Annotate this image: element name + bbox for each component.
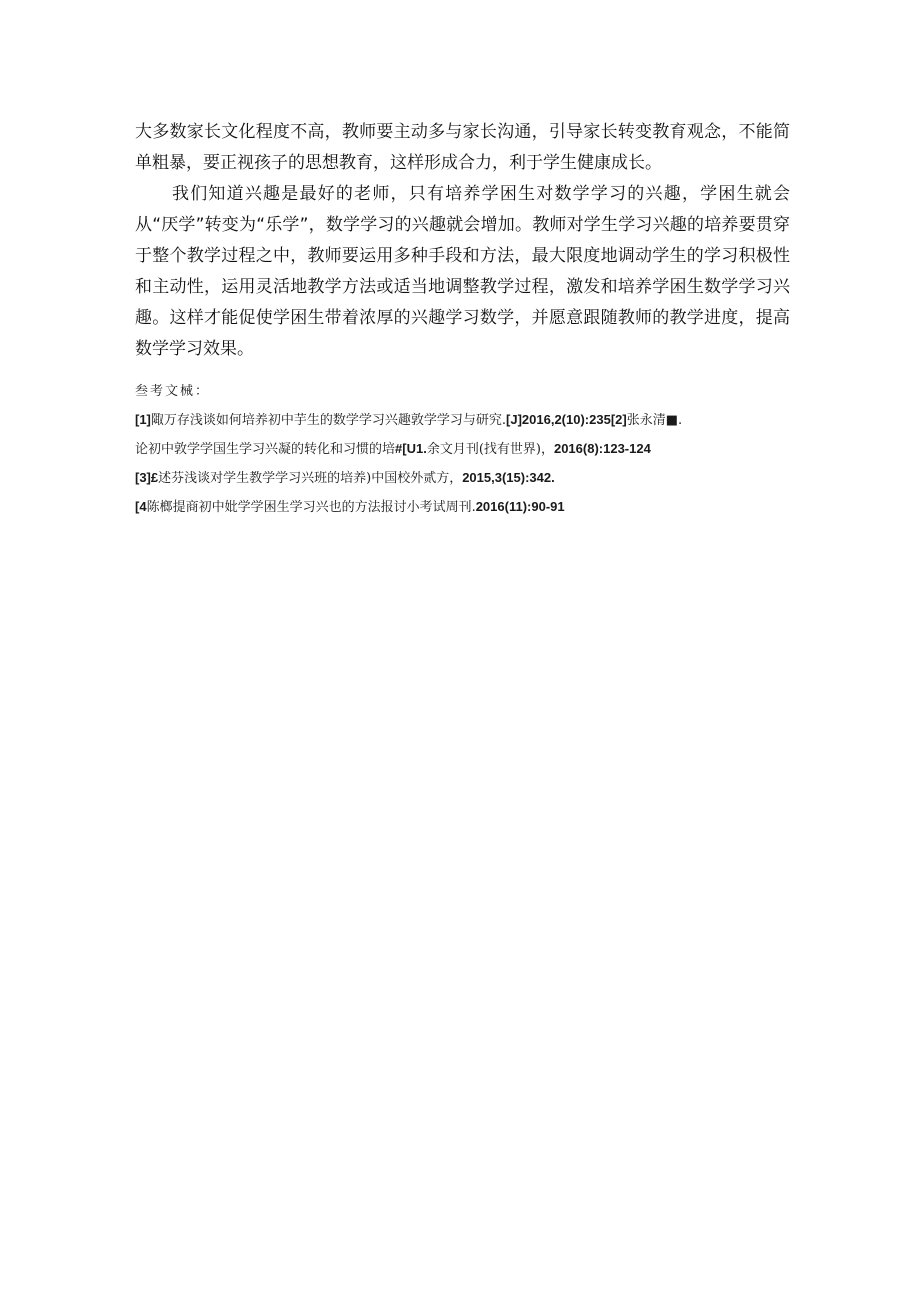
reference-line-4 xyxy=(135,492,795,521)
reference-year: 2016(8):123-124 xyxy=(553,441,651,456)
reference-text: 陈榔提商初中妣学学困生学习兴也的方法报讨小考试周刊. xyxy=(146,500,476,515)
reference-number: [4 xyxy=(135,499,147,514)
reference-year: 2016(11):90-91 xyxy=(475,499,565,514)
body-paragraph-1: 大多数家长文化程度不高，教师要主动多与家长沟通，引导家长转变教育观念，不能简单粗暴，要正视孩子的思想教育，这样形成合力，利于学生健康成长。 xyxy=(135,122,790,173)
reference-number: [3]£ xyxy=(135,470,159,485)
reference-text: 述芬浅谈对学生教学学习兴班的培养)中国校外贰方， xyxy=(158,471,463,486)
reference-text: 余文月刊(找有世界)， xyxy=(426,442,554,457)
reference-citation: [J]2016,2(10):235[2] xyxy=(506,412,627,427)
references-title: 叁考文械： xyxy=(135,384,211,399)
reference-text: 论初中敦学学国生学习兴凝的转化和习惯的培 xyxy=(135,442,396,457)
body-paragraph-2: 我们知道兴趣是最好的老师，只有培养学困生对数学学习的兴趣，学困生就会从“厌学”转变为“乐学”，数学学习的兴趣就会增加。教师对学生学习兴趣的培养要贯穿于整个教学过程之中，教师要运用多种手段和方法，最大限度地调动学生的学习积极性和主动性，运用灵活地教学方法或适当地调整教学过程，激发和培养学困生数学学习兴趣。这样才能促使学困生带着浓厚的兴趣学习数学，并愿意跟随教师的教学进度，提高数学学习效果。 xyxy=(135,184,790,359)
reference-text: 张永清■. xyxy=(626,413,683,428)
references-section xyxy=(135,379,795,521)
reference-line-1 xyxy=(135,405,795,434)
reference-line-3 xyxy=(135,463,795,492)
reference-number: [1] xyxy=(135,412,151,427)
reference-year: 2015,3(15):342. xyxy=(462,470,555,485)
reference-line-2 xyxy=(135,434,795,463)
reference-citation: #[U1. xyxy=(395,441,427,456)
reference-text: 陬万存浅谈如何培养初中芋生的数学学习兴趣敦学学习与研究. xyxy=(150,413,507,428)
